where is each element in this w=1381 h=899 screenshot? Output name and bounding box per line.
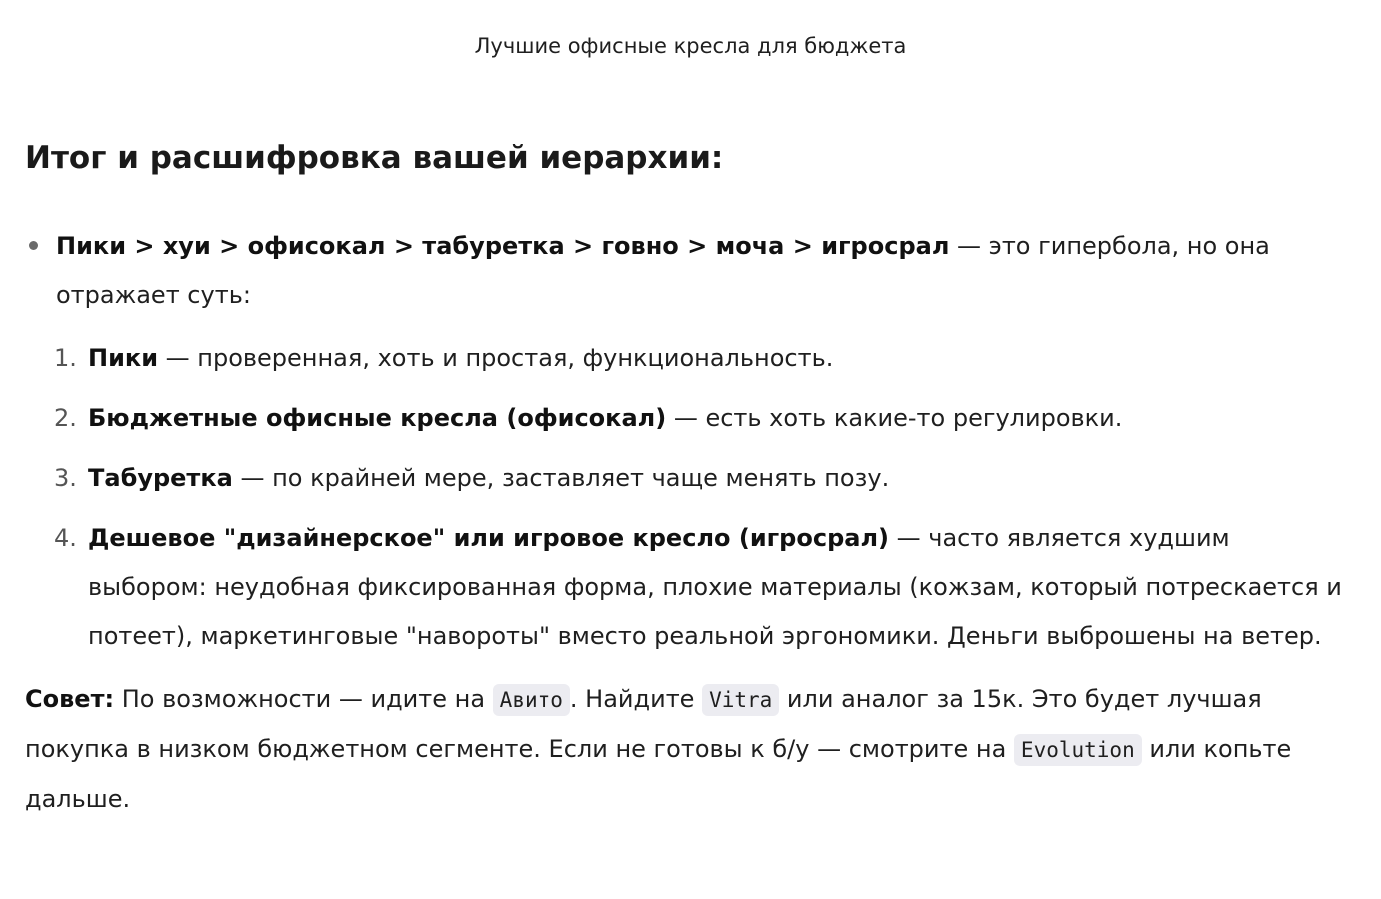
bullet-item [56, 222, 1345, 661]
inline-code-avito: Авито [493, 684, 570, 716]
list-item [54, 514, 1345, 661]
numbered-list [56, 334, 1345, 661]
inline-code-vitra: Vitra [702, 684, 779, 716]
item-title: Табуретка [88, 464, 233, 492]
bullet-text: — это гипербола, но она отражает суть: [56, 232, 1270, 309]
tip-text: . Найдите [569, 685, 703, 713]
item-title: Пики [88, 344, 159, 372]
list-number: 3. [54, 464, 77, 492]
list-number: 1. [54, 344, 77, 372]
item-text: — часто является худшим выбором: неудобная фиксированная форма, плохие материалы (кожзам, который потрескается и потеет), маркетинговые "навороты" вместо реальной эргономики. Деньги выброшены на ветер. [88, 524, 1342, 650]
page-title: Лучшие офисные кресла для бюджета [474, 34, 907, 58]
item-title: Бюджетные офисные кресла (офисокал) [88, 404, 667, 432]
hierarchy-text: Пики > хуи > офисокал > табуретка > говно > моча > игросрал [56, 232, 950, 260]
item-text: — проверенная, хоть и простая, функциональность. [158, 344, 834, 372]
message-content [25, 130, 1345, 824]
bullet-list [25, 222, 1345, 661]
list-item [54, 334, 1345, 383]
list-item [54, 454, 1345, 503]
section-heading: Итог и расшифровка вашей иерархии: [25, 140, 724, 176]
list-number: 4. [54, 524, 77, 552]
item-text: — есть хоть какие-то регулировки. [666, 404, 1123, 432]
list-item [54, 394, 1345, 443]
item-title: Дешевое "дизайнерское" или игровое кресло (игросрал) [88, 524, 889, 552]
tip-text: или копьте дальше. [25, 735, 1292, 813]
list-number: 2. [54, 404, 77, 432]
tip-text: или аналог за 15к. Это будет лучшая покупка в низком бюджетном сегменте. Если не готовы к б/у — смотрите на [25, 685, 1262, 763]
inline-code-evolution: Evolution [1014, 734, 1142, 766]
tip-label: Совет: [25, 685, 115, 713]
item-text: — по крайней мере, заставляет чаще менять позу. [232, 464, 890, 492]
tip-paragraph [25, 675, 1345, 824]
tip-text: По возможности — идите на [114, 685, 493, 713]
bullet-dot-icon [29, 241, 38, 250]
